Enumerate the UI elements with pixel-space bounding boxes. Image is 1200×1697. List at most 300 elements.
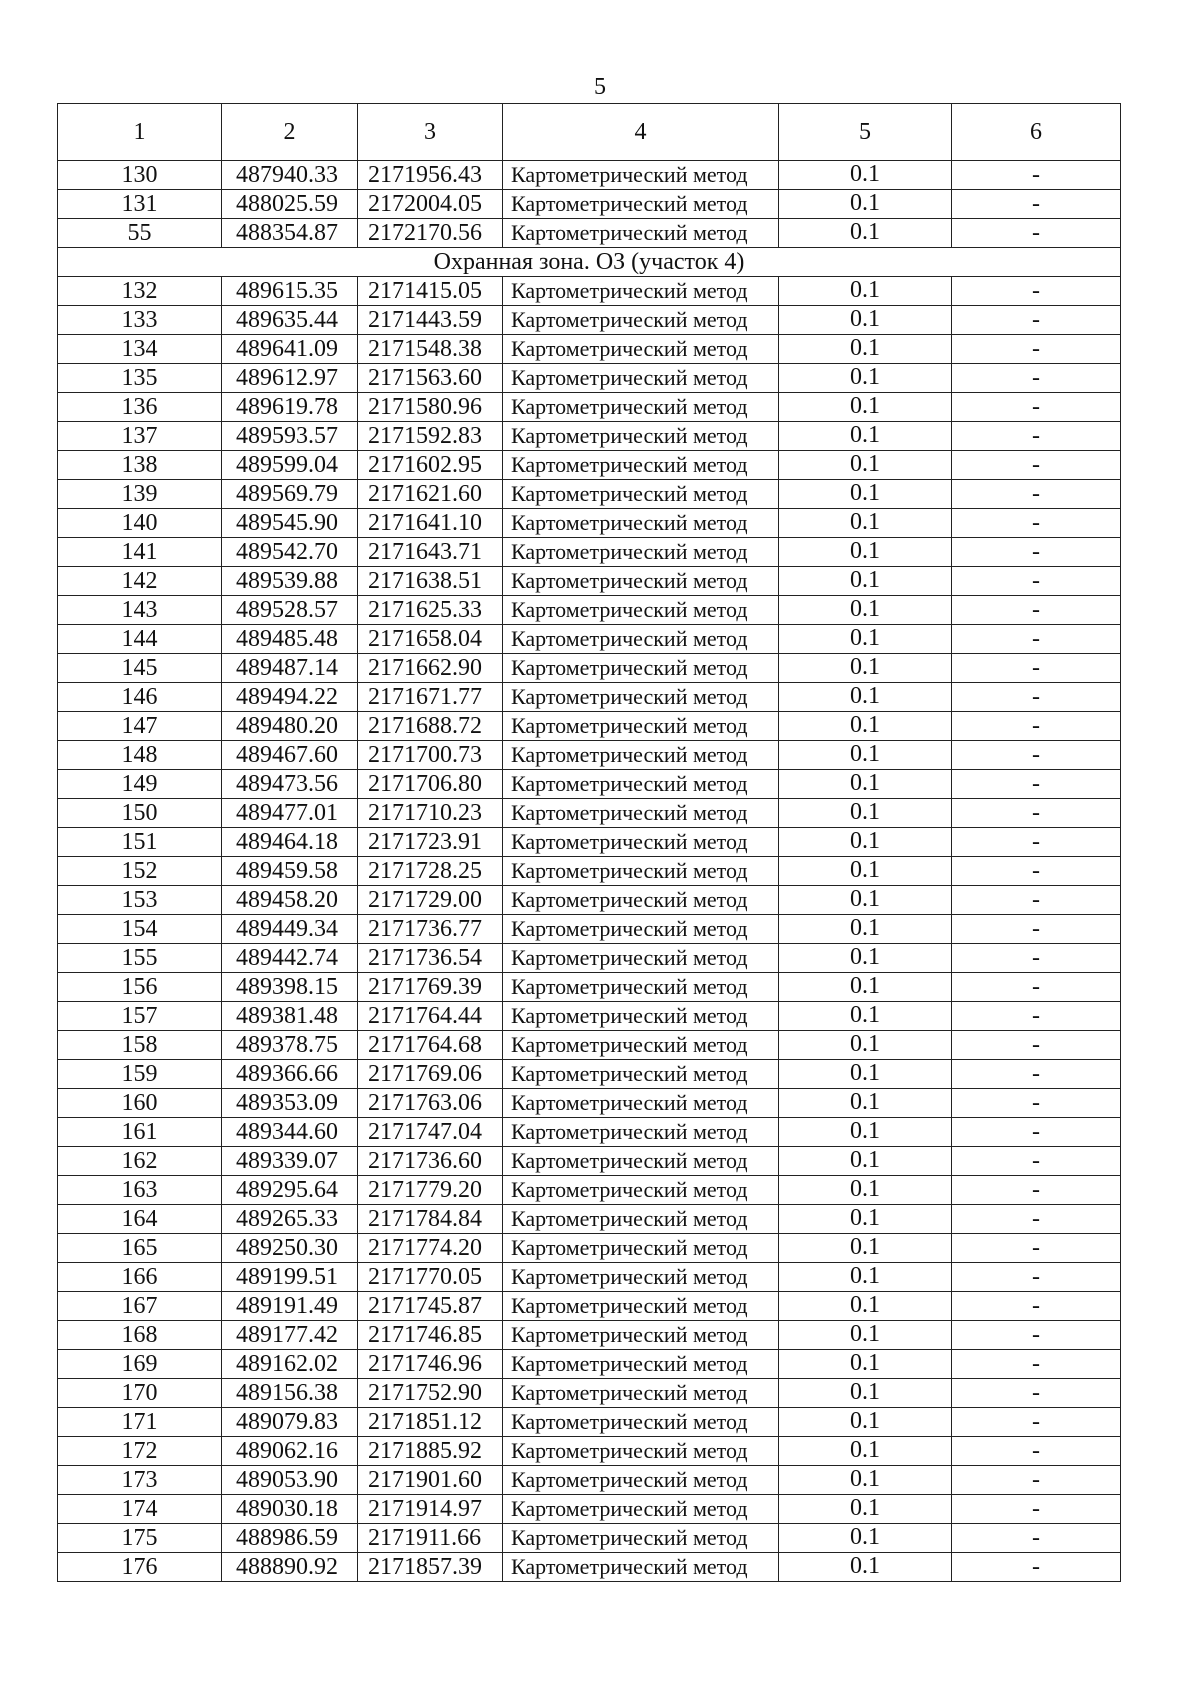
note-cell: -	[952, 1524, 1121, 1553]
point-number-cell: 133	[58, 306, 222, 335]
point-number-cell: 163	[58, 1176, 222, 1205]
point-number-cell: 155	[58, 944, 222, 973]
note-cell: -	[952, 799, 1121, 828]
accuracy-cell: 0.1	[779, 1466, 952, 1495]
point-number-cell: 151	[58, 828, 222, 857]
y-coordinate-cell: 2171736.54	[358, 944, 503, 973]
x-coordinate-cell: 488025.59	[222, 190, 358, 219]
y-coordinate-cell: 2171746.85	[358, 1321, 503, 1350]
method-cell: Картометрический метод	[503, 393, 779, 422]
method-cell: Картометрический метод	[503, 1321, 779, 1350]
method-cell: Картометрический метод	[503, 1002, 779, 1031]
y-coordinate-cell: 2171688.72	[358, 712, 503, 741]
header-cell: 6	[952, 104, 1121, 161]
note-cell: -	[952, 509, 1121, 538]
accuracy-cell: 0.1	[779, 567, 952, 596]
accuracy-cell: 0.1	[779, 1524, 952, 1553]
note-cell: -	[952, 625, 1121, 654]
y-coordinate-cell: 2171710.23	[358, 799, 503, 828]
x-coordinate-cell: 489494.22	[222, 683, 358, 712]
point-number-cell: 142	[58, 567, 222, 596]
x-coordinate-cell: 489398.15	[222, 973, 358, 1002]
y-coordinate-cell: 2171729.00	[358, 886, 503, 915]
accuracy-cell: 0.1	[779, 712, 952, 741]
header-cell: 2	[222, 104, 358, 161]
point-number-cell: 130	[58, 161, 222, 190]
table-row	[58, 1089, 1121, 1118]
x-coordinate-cell: 488890.92	[222, 1553, 358, 1582]
table-row	[58, 538, 1121, 567]
table-row	[58, 451, 1121, 480]
method-cell: Картометрический метод	[503, 509, 779, 538]
point-number-cell: 172	[58, 1437, 222, 1466]
y-coordinate-cell: 2171901.60	[358, 1466, 503, 1495]
x-coordinate-cell: 489542.70	[222, 538, 358, 567]
table-row	[58, 944, 1121, 973]
table-row	[58, 741, 1121, 770]
table-row	[58, 277, 1121, 306]
method-cell: Картометрический метод	[503, 1031, 779, 1060]
table-row	[58, 1466, 1121, 1495]
accuracy-cell: 0.1	[779, 1060, 952, 1089]
point-number-cell: 168	[58, 1321, 222, 1350]
table-row	[58, 1350, 1121, 1379]
table-row	[58, 1379, 1121, 1408]
x-coordinate-cell: 489545.90	[222, 509, 358, 538]
point-number-cell: 174	[58, 1495, 222, 1524]
point-number-cell: 138	[58, 451, 222, 480]
method-cell: Картометрический метод	[503, 161, 779, 190]
x-coordinate-cell: 489366.66	[222, 1060, 358, 1089]
x-coordinate-cell: 489635.44	[222, 306, 358, 335]
point-number-cell: 153	[58, 886, 222, 915]
x-coordinate-cell: 489467.60	[222, 741, 358, 770]
accuracy-cell: 0.1	[779, 654, 952, 683]
accuracy-cell: 0.1	[779, 393, 952, 422]
section-row	[58, 248, 1121, 277]
point-number-cell: 137	[58, 422, 222, 451]
x-coordinate-cell: 487940.33	[222, 161, 358, 190]
table-row	[58, 683, 1121, 712]
method-cell: Картометрический метод	[503, 915, 779, 944]
table-row	[58, 480, 1121, 509]
method-cell: Картометрический метод	[503, 683, 779, 712]
table-row	[58, 712, 1121, 741]
method-cell: Картометрический метод	[503, 973, 779, 1002]
y-coordinate-cell: 2171625.33	[358, 596, 503, 625]
accuracy-cell: 0.1	[779, 306, 952, 335]
section-title: Охранная зона. ОЗ (участок 4)	[58, 248, 1121, 277]
accuracy-cell: 0.1	[779, 1176, 952, 1205]
y-coordinate-cell: 2171621.60	[358, 480, 503, 509]
point-number-cell: 132	[58, 277, 222, 306]
x-coordinate-cell: 489480.20	[222, 712, 358, 741]
note-cell: -	[952, 654, 1121, 683]
table-row	[58, 161, 1121, 190]
note-cell: -	[952, 538, 1121, 567]
method-cell: Картометрический метод	[503, 1437, 779, 1466]
accuracy-cell: 0.1	[779, 364, 952, 393]
x-coordinate-cell: 489344.60	[222, 1118, 358, 1147]
coordinates-table	[57, 103, 1121, 1582]
y-coordinate-cell: 2171548.38	[358, 335, 503, 364]
method-cell: Картометрический метод	[503, 1524, 779, 1553]
method-cell: Картометрический метод	[503, 422, 779, 451]
note-cell: -	[952, 1205, 1121, 1234]
table-row	[58, 1292, 1121, 1321]
note-cell: -	[952, 683, 1121, 712]
y-coordinate-cell: 2171658.04	[358, 625, 503, 654]
y-coordinate-cell: 2171602.95	[358, 451, 503, 480]
point-number-cell: 176	[58, 1553, 222, 1582]
note-cell: -	[952, 1089, 1121, 1118]
table-row	[58, 596, 1121, 625]
x-coordinate-cell: 489612.97	[222, 364, 358, 393]
note-cell: -	[952, 1495, 1121, 1524]
accuracy-cell: 0.1	[779, 857, 952, 886]
point-number-cell: 139	[58, 480, 222, 509]
accuracy-cell: 0.1	[779, 1118, 952, 1147]
point-number-cell: 157	[58, 1002, 222, 1031]
table-row	[58, 625, 1121, 654]
x-coordinate-cell: 489442.74	[222, 944, 358, 973]
point-number-cell: 161	[58, 1118, 222, 1147]
method-cell: Картометрический метод	[503, 1379, 779, 1408]
point-number-cell: 154	[58, 915, 222, 944]
method-cell: Картометрический метод	[503, 625, 779, 654]
note-cell: -	[952, 335, 1121, 364]
x-coordinate-cell: 489381.48	[222, 1002, 358, 1031]
accuracy-cell: 0.1	[779, 509, 952, 538]
note-cell: -	[952, 480, 1121, 509]
note-cell: -	[952, 1437, 1121, 1466]
note-cell: -	[952, 277, 1121, 306]
note-cell: -	[952, 828, 1121, 857]
x-coordinate-cell: 489250.30	[222, 1234, 358, 1263]
point-number-cell: 146	[58, 683, 222, 712]
table-row	[58, 799, 1121, 828]
point-number-cell: 156	[58, 973, 222, 1002]
point-number-cell: 141	[58, 538, 222, 567]
method-cell: Картометрический метод	[503, 567, 779, 596]
point-number-cell: 136	[58, 393, 222, 422]
note-cell: -	[952, 886, 1121, 915]
page-number: 5	[594, 74, 606, 100]
method-cell: Картометрический метод	[503, 335, 779, 364]
method-cell: Картометрический метод	[503, 1466, 779, 1495]
header-cell: 3	[358, 104, 503, 161]
method-cell: Картометрический метод	[503, 1495, 779, 1524]
table-row	[58, 393, 1121, 422]
point-number-cell: 170	[58, 1379, 222, 1408]
accuracy-cell: 0.1	[779, 538, 952, 567]
table-row	[58, 654, 1121, 683]
y-coordinate-cell: 2171885.92	[358, 1437, 503, 1466]
method-cell: Картометрический метод	[503, 277, 779, 306]
note-cell: -	[952, 1263, 1121, 1292]
point-number-cell: 167	[58, 1292, 222, 1321]
point-number-cell: 149	[58, 770, 222, 799]
table-row	[58, 915, 1121, 944]
accuracy-cell: 0.1	[779, 1205, 952, 1234]
point-number-cell: 164	[58, 1205, 222, 1234]
x-coordinate-cell: 489619.78	[222, 393, 358, 422]
table-row	[58, 828, 1121, 857]
x-coordinate-cell: 489191.49	[222, 1292, 358, 1321]
point-number-cell: 166	[58, 1263, 222, 1292]
x-coordinate-cell: 489353.09	[222, 1089, 358, 1118]
note-cell: -	[952, 1060, 1121, 1089]
note-cell: -	[952, 1553, 1121, 1582]
note-cell: -	[952, 219, 1121, 248]
point-number-cell: 152	[58, 857, 222, 886]
accuracy-cell: 0.1	[779, 1379, 952, 1408]
table-row	[58, 306, 1121, 335]
method-cell: Картометрический метод	[503, 1205, 779, 1234]
x-coordinate-cell: 489458.20	[222, 886, 358, 915]
note-cell: -	[952, 1176, 1121, 1205]
point-number-cell: 135	[58, 364, 222, 393]
note-cell: -	[952, 364, 1121, 393]
accuracy-cell: 0.1	[779, 422, 952, 451]
method-cell: Картометрический метод	[503, 712, 779, 741]
y-coordinate-cell: 2171638.51	[358, 567, 503, 596]
x-coordinate-cell: 489477.01	[222, 799, 358, 828]
table-header-row	[58, 104, 1121, 161]
point-number-cell: 165	[58, 1234, 222, 1263]
note-cell: -	[952, 1031, 1121, 1060]
note-cell: -	[952, 596, 1121, 625]
point-number-cell: 131	[58, 190, 222, 219]
y-coordinate-cell: 2171736.60	[358, 1147, 503, 1176]
point-number-cell: 173	[58, 1466, 222, 1495]
y-coordinate-cell: 2171763.06	[358, 1089, 503, 1118]
table-row	[58, 1495, 1121, 1524]
note-cell: -	[952, 393, 1121, 422]
y-coordinate-cell: 2171914.97	[358, 1495, 503, 1524]
x-coordinate-cell: 489062.16	[222, 1437, 358, 1466]
note-cell: -	[952, 1466, 1121, 1495]
table-row	[58, 857, 1121, 886]
x-coordinate-cell: 489459.58	[222, 857, 358, 886]
table-row	[58, 219, 1121, 248]
method-cell: Картометрический метод	[503, 828, 779, 857]
note-cell: -	[952, 1002, 1121, 1031]
y-coordinate-cell: 2171643.71	[358, 538, 503, 567]
note-cell: -	[952, 1147, 1121, 1176]
point-number-cell: 150	[58, 799, 222, 828]
method-cell: Картометрический метод	[503, 944, 779, 973]
accuracy-cell: 0.1	[779, 973, 952, 1002]
accuracy-cell: 0.1	[779, 335, 952, 364]
x-coordinate-cell: 489449.34	[222, 915, 358, 944]
point-number-cell: 158	[58, 1031, 222, 1060]
y-coordinate-cell: 2171415.05	[358, 277, 503, 306]
point-number-cell: 140	[58, 509, 222, 538]
y-coordinate-cell: 2171764.44	[358, 1002, 503, 1031]
method-cell: Картометрический метод	[503, 596, 779, 625]
y-coordinate-cell: 2171779.20	[358, 1176, 503, 1205]
x-coordinate-cell: 489053.90	[222, 1466, 358, 1495]
note-cell: -	[952, 915, 1121, 944]
accuracy-cell: 0.1	[779, 1031, 952, 1060]
note-cell: -	[952, 422, 1121, 451]
method-cell: Картометрический метод	[503, 857, 779, 886]
y-coordinate-cell: 2171700.73	[358, 741, 503, 770]
point-number-cell: 143	[58, 596, 222, 625]
y-coordinate-cell: 2171443.59	[358, 306, 503, 335]
accuracy-cell: 0.1	[779, 480, 952, 509]
accuracy-cell: 0.1	[779, 1408, 952, 1437]
table-row	[58, 1553, 1121, 1582]
y-coordinate-cell: 2171769.39	[358, 973, 503, 1002]
y-coordinate-cell: 2171723.91	[358, 828, 503, 857]
note-cell: -	[952, 1321, 1121, 1350]
x-coordinate-cell: 489641.09	[222, 335, 358, 364]
method-cell: Картометрический метод	[503, 190, 779, 219]
method-cell: Картометрический метод	[503, 1060, 779, 1089]
table-row	[58, 364, 1121, 393]
method-cell: Картометрический метод	[503, 364, 779, 393]
method-cell: Картометрический метод	[503, 219, 779, 248]
y-coordinate-cell: 2171752.90	[358, 1379, 503, 1408]
table-row	[58, 1524, 1121, 1553]
accuracy-cell: 0.1	[779, 1437, 952, 1466]
y-coordinate-cell: 2171770.05	[358, 1263, 503, 1292]
accuracy-cell: 0.1	[779, 915, 952, 944]
note-cell: -	[952, 161, 1121, 190]
method-cell: Картометрический метод	[503, 538, 779, 567]
method-cell: Картометрический метод	[503, 451, 779, 480]
x-coordinate-cell: 489199.51	[222, 1263, 358, 1292]
table-row	[58, 1205, 1121, 1234]
x-coordinate-cell: 489156.38	[222, 1379, 358, 1408]
method-cell: Картометрический метод	[503, 654, 779, 683]
table-row	[58, 1408, 1121, 1437]
y-coordinate-cell: 2171857.39	[358, 1553, 503, 1582]
x-coordinate-cell: 489339.07	[222, 1147, 358, 1176]
accuracy-cell: 0.1	[779, 1321, 952, 1350]
accuracy-cell: 0.1	[779, 219, 952, 248]
table-body	[58, 104, 1121, 1582]
point-number-cell: 145	[58, 654, 222, 683]
point-number-cell: 144	[58, 625, 222, 654]
y-coordinate-cell: 2171662.90	[358, 654, 503, 683]
point-number-cell: 134	[58, 335, 222, 364]
method-cell: Картометрический метод	[503, 770, 779, 799]
note-cell: -	[952, 1234, 1121, 1263]
table-row	[58, 1263, 1121, 1292]
accuracy-cell: 0.1	[779, 1002, 952, 1031]
accuracy-cell: 0.1	[779, 1292, 952, 1321]
accuracy-cell: 0.1	[779, 596, 952, 625]
y-coordinate-cell: 2171563.60	[358, 364, 503, 393]
method-cell: Картометрический метод	[503, 1350, 779, 1379]
method-cell: Картометрический метод	[503, 741, 779, 770]
y-coordinate-cell: 2171706.80	[358, 770, 503, 799]
point-number-cell: 171	[58, 1408, 222, 1437]
table-row	[58, 567, 1121, 596]
table-row	[58, 1118, 1121, 1147]
y-coordinate-cell: 2171774.20	[358, 1234, 503, 1263]
y-coordinate-cell: 2172170.56	[358, 219, 503, 248]
point-number-cell: 147	[58, 712, 222, 741]
accuracy-cell: 0.1	[779, 277, 952, 306]
method-cell: Картометрический метод	[503, 480, 779, 509]
table-row	[58, 1234, 1121, 1263]
method-cell: Картометрический метод	[503, 1089, 779, 1118]
y-coordinate-cell: 2171851.12	[358, 1408, 503, 1437]
accuracy-cell: 0.1	[779, 451, 952, 480]
y-coordinate-cell: 2171956.43	[358, 161, 503, 190]
accuracy-cell: 0.1	[779, 944, 952, 973]
x-coordinate-cell: 489265.33	[222, 1205, 358, 1234]
method-cell: Картометрический метод	[503, 1234, 779, 1263]
table-row	[58, 335, 1121, 364]
note-cell: -	[952, 1118, 1121, 1147]
y-coordinate-cell: 2171580.96	[358, 393, 503, 422]
x-coordinate-cell: 489528.57	[222, 596, 358, 625]
table-row	[58, 973, 1121, 1002]
table-row	[58, 1060, 1121, 1089]
x-coordinate-cell: 489464.18	[222, 828, 358, 857]
y-coordinate-cell: 2171641.10	[358, 509, 503, 538]
x-coordinate-cell: 489295.64	[222, 1176, 358, 1205]
note-cell: -	[952, 741, 1121, 770]
point-number-cell: 160	[58, 1089, 222, 1118]
accuracy-cell: 0.1	[779, 828, 952, 857]
accuracy-cell: 0.1	[779, 1147, 952, 1176]
point-number-cell: 169	[58, 1350, 222, 1379]
x-coordinate-cell: 489177.42	[222, 1321, 358, 1350]
note-cell: -	[952, 857, 1121, 886]
accuracy-cell: 0.1	[779, 770, 952, 799]
x-coordinate-cell: 489378.75	[222, 1031, 358, 1060]
note-cell: -	[952, 944, 1121, 973]
y-coordinate-cell: 2171736.77	[358, 915, 503, 944]
x-coordinate-cell: 489615.35	[222, 277, 358, 306]
x-coordinate-cell: 489599.04	[222, 451, 358, 480]
table-row	[58, 422, 1121, 451]
note-cell: -	[952, 1292, 1121, 1321]
x-coordinate-cell: 488354.87	[222, 219, 358, 248]
point-number-cell: 162	[58, 1147, 222, 1176]
x-coordinate-cell: 489539.88	[222, 567, 358, 596]
method-cell: Картометрический метод	[503, 1176, 779, 1205]
note-cell: -	[952, 190, 1121, 219]
note-cell: -	[952, 567, 1121, 596]
table-row	[58, 1176, 1121, 1205]
x-coordinate-cell: 489569.79	[222, 480, 358, 509]
table-row	[58, 1147, 1121, 1176]
y-coordinate-cell: 2171592.83	[358, 422, 503, 451]
accuracy-cell: 0.1	[779, 1234, 952, 1263]
method-cell: Картометрический метод	[503, 886, 779, 915]
y-coordinate-cell: 2171671.77	[358, 683, 503, 712]
point-number-cell: 55	[58, 219, 222, 248]
accuracy-cell: 0.1	[779, 683, 952, 712]
y-coordinate-cell: 2171911.66	[358, 1524, 503, 1553]
x-coordinate-cell: 488986.59	[222, 1524, 358, 1553]
y-coordinate-cell: 2171746.96	[358, 1350, 503, 1379]
note-cell: -	[952, 1408, 1121, 1437]
accuracy-cell: 0.1	[779, 799, 952, 828]
header-cell: 4	[503, 104, 779, 161]
note-cell: -	[952, 1350, 1121, 1379]
accuracy-cell: 0.1	[779, 625, 952, 654]
note-cell: -	[952, 973, 1121, 1002]
accuracy-cell: 0.1	[779, 1495, 952, 1524]
